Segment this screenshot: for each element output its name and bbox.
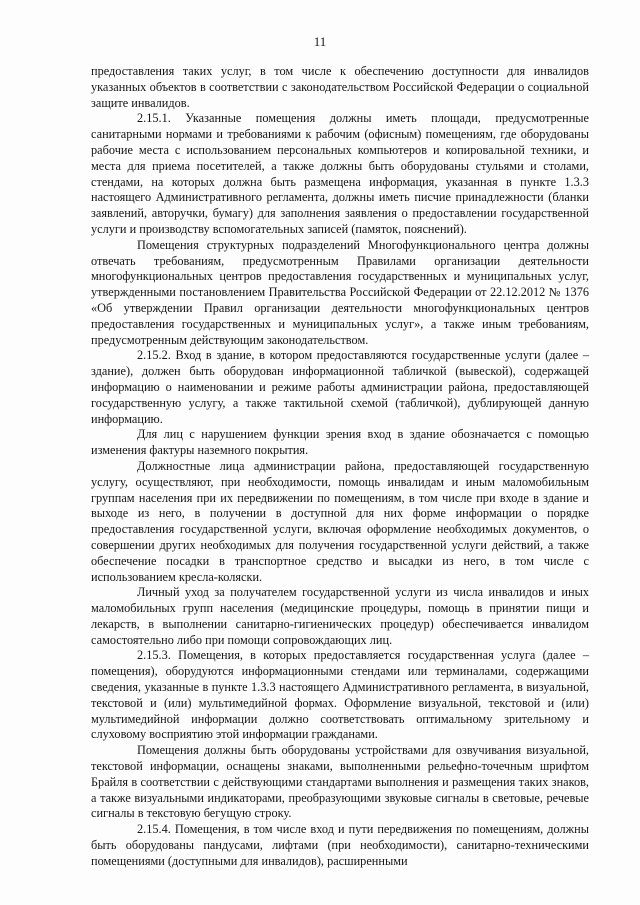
paragraph-2-15-3: 2.15.3. Помещения, в которых предоставляется государственная услуга (далее – помещения), оборудуются информационными стендами или терминалами, содержащими сведения, указанные в пункте 1.3.3 настоящего Административного регламента, в визуальной, текстовой и (или) мультимедийной формах. Оформление визуальной, текстовой и (или) мультимедийной информации должно соответствовать оптимальному зрительному и слуховому восприятию этой информации гражданами.: [91, 648, 589, 742]
paragraph-2-15-2: 2.15.2. Вход в здание, в котором предоставляются государственные услуги (далее – здание), должен быть оборудован информационной табличкой (вывеской), содержащей информацию о наименовании и режиме работы администрации района, предоставляющей государственную услугу, а также тактильной схемой (табличкой), дублирующей данную информацию.: [91, 348, 589, 426]
page-number: 11: [313, 34, 327, 49]
paragraph-mfc-premises: Помещения структурных подразделений Многофункционального центра должны отвечать требованиям, предусмотренным Правилами организации деятельности многофункциональных центров предоставления государственных и муниципальных услуг, утвержденными постановлением Правительства Российской Федерации от 22.12.2012 № 1376 «Об утверждении Правил организации деятельности многофункциональных центров предоставления государственных и муниципальных услуг», а также иным требованиям, предусмотренным действующим законодательством.: [91, 237, 589, 347]
paragraph-2-15-4: 2.15.4. Помещения, в том числе вход и пути передвижения по помещениям, должны быть оборудованы пандусами, лифтами (при необходимости), санитарно-техническими помещениями (доступными для инвалидов), расширенными: [91, 822, 589, 868]
paragraph-personal-care: Личный уход за получателем государственной услуги из числа инвалидов и иных маломобильных групп населения (медицинские процедуры, помощь в принятии пищи и лекарств, в выполнении санитарно-гигиенических процедур) обеспечивается инвалидом самостоятельно либо при помощи сопровождающих лиц.: [91, 585, 589, 647]
paragraph-braille-equipment: Помещения должны быть оборудованы устройствами для озвучивания визуальной, текстовой информации, оснащены знаками, выполненными рельефно-точечным шрифтом Брайля в соответствии с действующими стандартами выполнения и размещения таких знаков, а также визуальными индикаторами, преобразующими звуковые сигналы в световые, речевые сигналы в текстовую бегущую строку.: [91, 743, 589, 821]
paragraph-officials-assistance: Должностные лица администрации района, предоставляющей государственную услугу, осуществляют, при необходимости, помощь инвалидам и иным маломобильным группам населения при их передвижении по помещениям, в том числе при входе в здание и выходе из него, в получении в доступной для них форме информации о порядке предоставления государственной услуги, включая оформление необходимых документов, о совершении других необходимых для получения государственной услуги действий, а также обеспечение посадки в транспортное средство и высадки из него, в том числе с использованием кресла-коляски.: [91, 458, 589, 584]
paragraph-visual-impairment: Для лиц с нарушением функции зрения вход в здание обозначается с помощью изменения фактуры наземного покрытия.: [91, 427, 589, 458]
paragraph-continuation: предоставления таких услуг, в том числе к обеспечению доступности для инвалидов указанных объектов в соответствии с законодательством Российской Федерации о социальной защите инвалидов.: [91, 64, 589, 110]
paragraph-2-15-1: 2.15.1. Указанные помещения должны иметь площади, предусмотренные санитарными нормами и требованиями к рабочим (офисным) помещениям, где оборудованы рабочие места с использованием персональных компьютеров и копировальной техники, и места для приема посетителей, а также должны быть оборудованы стульями и столами, стендами, на которых должна быть размещена информация, указанная в пункте 1.3.3 настоящего Административного регламента, должны иметь писчие принадлежности (бланки заявлений, авторучки, бумагу) для заполнения заявления о предоставлении государственной услуги и производству вспомогательных записей (памяток, пояснений).: [91, 111, 589, 236]
document-body: [91, 64, 589, 870]
